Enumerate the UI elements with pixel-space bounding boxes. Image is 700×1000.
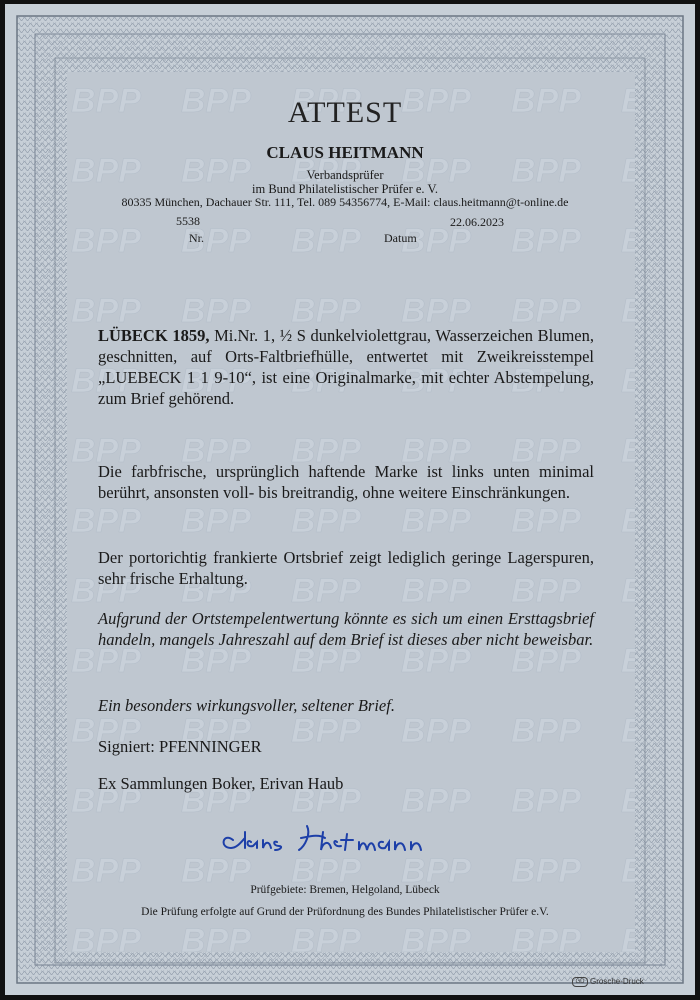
paragraph-condition: Die farbfrische, ursprünglich haftende Marke ist links unten minimal berührt, ansonsten voll- bis breitrandig, ohne weitere Einschränkungen. <box>98 462 594 502</box>
date-label: Datum <box>384 231 417 245</box>
certificate-number: 5538 <box>176 214 200 228</box>
paragraph-summary: Ein besonders wirkungsvoller, seltener Brief. <box>98 696 395 715</box>
certificate-title: ATTEST <box>287 96 403 129</box>
examiner-name: CLAUS HEITMANN <box>266 143 424 162</box>
stamp-description: Mi.Nr. 1, ½ S dunkelviolettgrau, Wasserzeichen Blumen, geschnitten, auf Orts-Faltbriefhülle, entwertet mit Zweikreisstempel „LUEBECK 1 1 9-10“, ist eine Originalmarke, mit echter Abstempelung, zum Brief gehörend. <box>98 326 595 408</box>
certificate-date: 22.06.2023 <box>450 215 504 229</box>
stamp-heading: LÜBECK 1859, <box>98 326 210 345</box>
examination-areas: Prüfgebiete: Bremen, Helgoland, Lübeck <box>250 884 440 896</box>
signed-by: Signiert: PFENNINGER <box>98 737 262 756</box>
paragraph-letter: Der portorichtig frankierte Ortsbrief zeigt lediglich geringe Lagerspuren, sehr frische Erhaltung. <box>98 548 594 588</box>
handwritten-signature <box>215 812 475 862</box>
collections: Ex Sammlungen Boker, Erivan Haub <box>98 774 344 793</box>
examiner-association: im Bund Philatelistischer Prüfer e. V. <box>252 182 438 196</box>
examiner-role: Verbandsprüfer <box>306 168 384 182</box>
printer-logo <box>572 977 644 987</box>
paragraph-first-day: Aufgrund der Ortstempelentwertung könnte es sich um einen Ersttagsbrief handeln, mangels Jahreszahl auf dem Brief ist dieses aber nicht beweisbar. <box>98 609 594 649</box>
number-label: Nr. <box>189 231 204 245</box>
printer-logo-text: Grosche-Druck <box>590 977 644 987</box>
examination-rules-note: Die Prüfung erfolgte auf Grund der Prüfordnung des Bundes Philatelistischer Prüfer e.V. <box>141 906 549 918</box>
examiner-address: 80335 München, Dachauer Str. 111, Tel. 089 54356774, E-Mail: claus.heitmann@t-online.de <box>121 195 569 209</box>
printer-logo-icon: GD <box>572 977 588 987</box>
paragraph-stamp-description <box>98 325 594 409</box>
